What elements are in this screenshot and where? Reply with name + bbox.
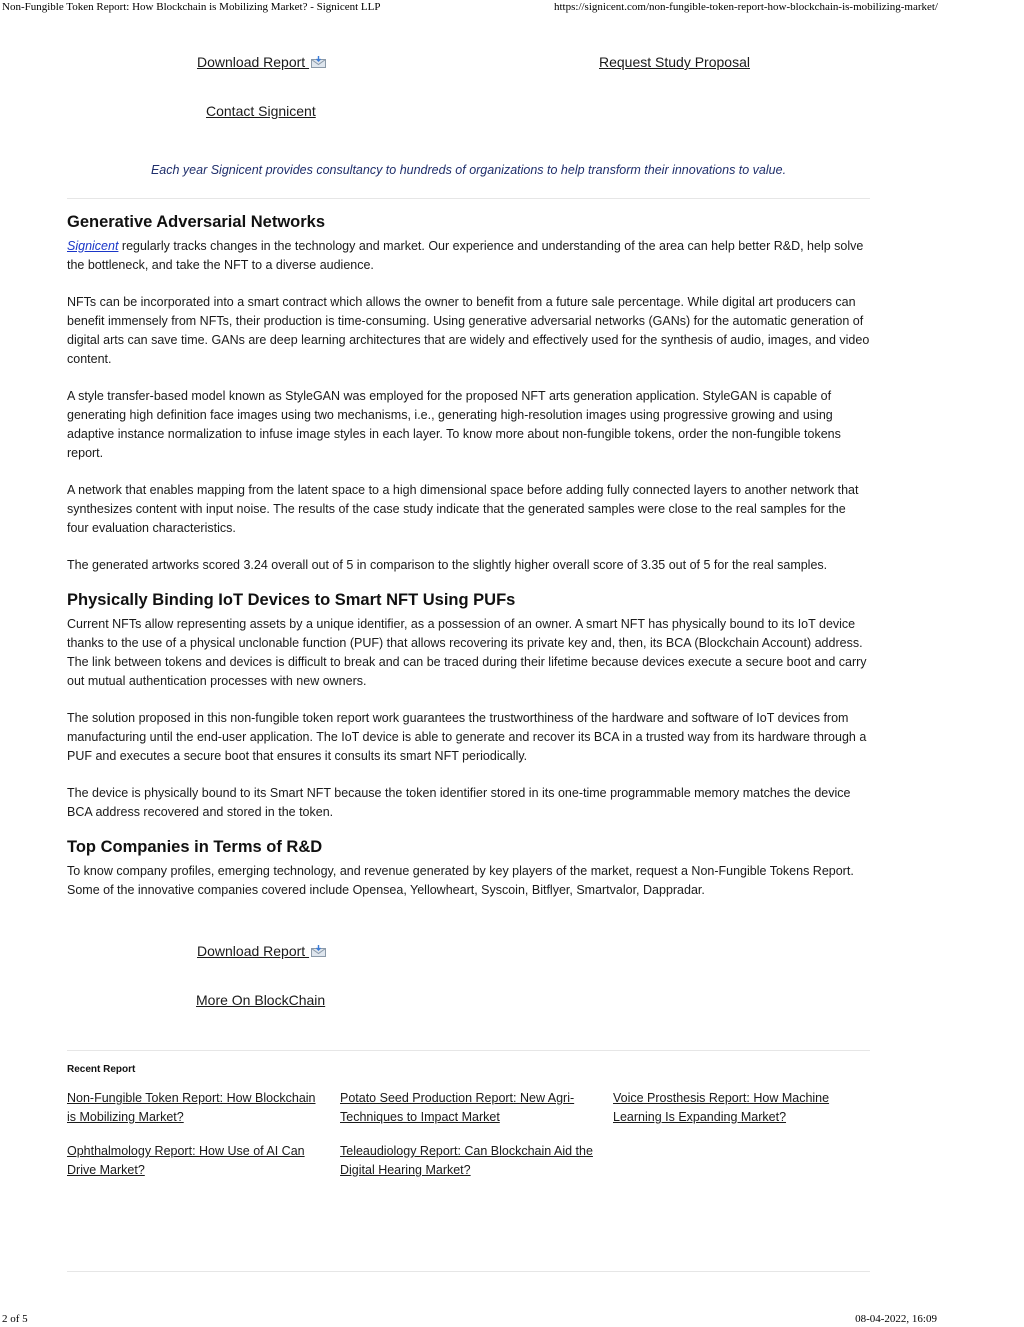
puf-paragraph-2: The solution proposed in this non-fungible token report work guarantees the trustworthiness of the hardware and software of IoT devices from manufacturing until the end-user application. The IoT device is able to generate and recover its BCA in a trusted way from its hardware through a PUF and executes a secure boot that ensures it consults its smart NFT periodically. <box>67 711 867 763</box>
puf-paragraph-3: The device is physically bound to its Smart NFT because the token identifier stored in its one-time programmable memory matches the device BCA address recovered and stored in the token. <box>67 786 851 819</box>
gan-paragraph-2: NFTs can be incorporated into a smart contract which allows the owner to benefit from a future sale percentage. While digital art producers can benefit immensely from NFTs, their production is time-consuming. Using generative adversarial networks (GANs) for the automatic generation of digital arts can save time. GANs are deep learning architectures that are widely and effectively used for the synthesis of audio, images, and video content. <box>67 295 870 366</box>
section-heading-rnd: Top Companies in Terms of R&D <box>67 838 323 856</box>
download-report-link-top[interactable] <box>197 54 326 70</box>
download-report-link-bottom[interactable] <box>197 943 326 959</box>
print-datetime: 08-04-2022, 16:09 <box>855 1313 937 1325</box>
puf-paragraph-1: Current NFTs allow representing assets by a unique identifier, as a possession of an owner. A smart NFT has physically bound to its IoT device thanks to the use of a physical unclonable function (PUF) that allows recovering its private key and, then, its BCA (Blockchain Account) address. The link between tokens and devices is difficult to break and can be traced during their lifetime because devices execute a secure boot and carry out mutual authentication processes with new owners. <box>67 617 867 688</box>
recent-report-link[interactable]: Non-Fungible Token Report: How Blockchain is Mobilizing Market? <box>67 1091 316 1124</box>
download-report-label: Download Report <box>197 943 310 959</box>
tagline: Each year Signicent provides consultancy to hundreds of organizations to help transform their innovations to value. <box>150 163 787 177</box>
gan-paragraph-5: The generated artworks scored 3.24 overall out of 5 in comparison to the slightly higher overall score of 3.35 out of 5 for the real samples. <box>67 558 828 572</box>
request-study-proposal-link[interactable]: Request Study Proposal <box>599 54 750 70</box>
recent-report-link[interactable]: Potato Seed Production Report: New Agri-Techniques to Impact Market <box>340 1091 575 1124</box>
section-heading-puf: Physically Binding IoT Devices to Smart NFT Using PUFs <box>67 591 516 609</box>
divider <box>67 1271 870 1272</box>
divider <box>67 1050 870 1051</box>
gan-paragraph-1 <box>67 237 870 275</box>
print-page-url: https://signicent.com/non-fungible-token-report-how-blockchain-is-mobilizing-market/ <box>554 1 938 13</box>
print-page-title: Non-Fungible Token Report: How Blockchain is Mobilizing Market? - Signicent LLP <box>2 1 381 13</box>
divider <box>67 198 870 199</box>
more-on-blockchain-link[interactable]: More On BlockChain <box>196 992 326 1008</box>
gan-paragraph-1-text: regularly tracks changes in the technology and market. Our experience and understanding of the area can help better R&D, help solve the bottleneck, and take the NFT to a diverse audience. <box>67 239 864 272</box>
recent-report-heading: Recent Report <box>67 1064 136 1075</box>
envelope-download-icon <box>311 56 326 68</box>
recent-report-link[interactable]: Ophthalmology Report: How Use of AI Can Drive Market? <box>67 1144 305 1177</box>
article-body <box>67 212 870 918</box>
signicent-link[interactable]: Signicent <box>67 239 119 253</box>
print-header <box>0 0 1024 16</box>
section-heading-gan: Generative Adversarial Networks <box>67 213 326 231</box>
recent-report-link[interactable]: Voice Prosthesis Report: How Machine Learning Is Expanding Market? <box>613 1091 830 1124</box>
page-number: 2 of 5 <box>2 1313 28 1325</box>
contact-signicent-link[interactable]: Contact Signicent <box>206 103 316 119</box>
rnd-paragraph-1: To know company profiles, emerging technology, and revenue generated by key players of the market, request a Non-Fungible Tokens Report. Some of the innovative companies covered include Opensea, Yellowheart, Syscoin, Bitflyer, Smartvalor, Dappradar. <box>67 864 854 897</box>
recent-report-link[interactable]: Teleaudiology Report: Can Blockchain Aid the Digital Hearing Market? <box>340 1144 593 1177</box>
gan-paragraph-4: A network that enables mapping from the latent space to a high dimensional space before adding fully connected layers to another network that synthesizes content with input noise. The results of the case study indicate that the generated samples were close to the real samples for the four evaluation characteristics. <box>67 483 859 535</box>
envelope-download-icon <box>311 945 326 957</box>
gan-paragraph-3: A style transfer-based model known as StyleGAN was employed for the proposed NFT arts generation application. StyleGAN is capable of generating high definition face images using two mechanisms, i.e., generating high-resolution images using progressive growing and using adaptive instance normalization to infuse image styles in each layer. To know more about non-fungible tokens, order the non-fungible tokens report. <box>67 389 841 460</box>
download-report-label: Download Report <box>197 54 310 70</box>
